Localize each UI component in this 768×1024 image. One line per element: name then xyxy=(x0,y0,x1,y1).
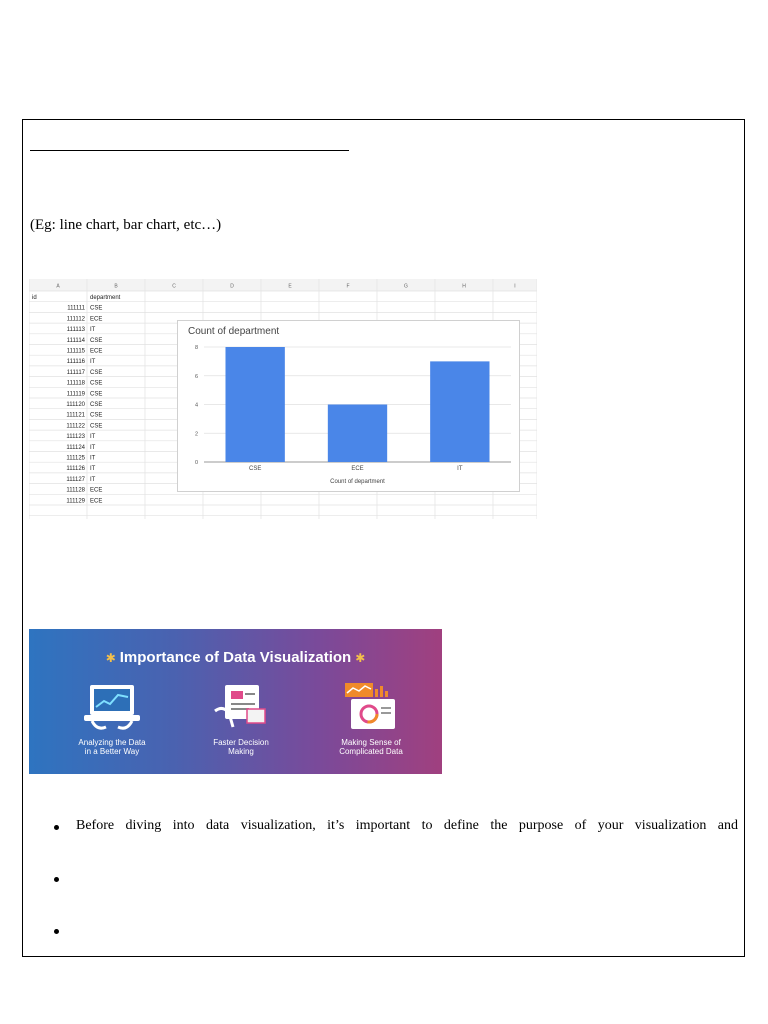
sparkle-icon: ✱ xyxy=(355,651,366,665)
list-item xyxy=(54,870,738,922)
bullet-list xyxy=(54,818,738,974)
bullet-dot xyxy=(54,877,59,882)
column-letter[interactable]: G xyxy=(404,283,408,290)
cell-id[interactable]: 111115 xyxy=(66,348,85,355)
cell-department[interactable]: CSE xyxy=(90,391,103,398)
bar-cse xyxy=(225,347,284,462)
banner-title xyxy=(29,649,442,666)
cell-department[interactable]: CSE xyxy=(90,369,103,376)
header-cell[interactable]: id xyxy=(32,295,37,301)
cell-department[interactable]: IT xyxy=(90,327,96,334)
cell-id[interactable]: 111111 xyxy=(67,305,85,312)
chart-title: Count of department xyxy=(188,326,280,337)
cell-id[interactable]: 111122 xyxy=(66,423,85,430)
laptop-chart-icon xyxy=(82,681,142,733)
cell-department[interactable]: IT xyxy=(90,444,96,451)
cell-department[interactable]: ECE xyxy=(90,498,103,505)
cell-id[interactable]: 111117 xyxy=(66,369,85,376)
y-tick-label: 4 xyxy=(194,402,198,409)
cell-id[interactable]: 111126 xyxy=(66,466,85,473)
banner-title-text: Importance of Data Visualization xyxy=(119,649,352,666)
feature-complicated xyxy=(316,681,426,756)
hand-document-icon xyxy=(211,681,271,733)
cell-id[interactable]: 111120 xyxy=(66,402,85,408)
column-letter[interactable]: A xyxy=(56,283,60,290)
cell-department[interactable]: CSE xyxy=(90,412,103,419)
cell-id[interactable]: 111121 xyxy=(66,412,85,419)
bar-it xyxy=(430,361,489,462)
cell-department[interactable]: ECE xyxy=(90,348,103,355)
cell-id[interactable]: 111124 xyxy=(66,444,85,451)
y-tick-label: 8 xyxy=(194,345,198,351)
spreadsheet-screenshot xyxy=(29,279,537,519)
column-letter[interactable]: I xyxy=(514,283,516,290)
x-tick-label: ECE xyxy=(351,466,364,472)
heading-underline xyxy=(30,150,349,151)
list-item xyxy=(54,818,738,870)
y-tick-label: 0 xyxy=(194,460,198,466)
dashboard-icon xyxy=(341,681,401,733)
cell-id[interactable]: 111129 xyxy=(66,498,85,505)
example-note: (Eg: line chart, bar chart, etc…) xyxy=(30,217,222,233)
cell-id[interactable]: 111127 xyxy=(66,476,85,483)
cell-id[interactable]: 111114 xyxy=(66,337,85,344)
bullet-dot xyxy=(54,929,59,934)
column-letter[interactable]: B xyxy=(114,283,118,290)
chart-plot xyxy=(178,321,521,493)
cell-department[interactable]: CSE xyxy=(90,402,103,408)
column-letter[interactable]: C xyxy=(172,283,176,290)
feature-decision xyxy=(186,681,296,756)
cell-department[interactable]: ECE xyxy=(90,487,103,494)
cell-department[interactable]: CSE xyxy=(90,305,103,312)
cell-department[interactable]: IT xyxy=(90,359,96,366)
cell-id[interactable]: 111113 xyxy=(66,327,85,334)
cell-id[interactable]: 111119 xyxy=(66,391,85,398)
cell-id[interactable]: 111116 xyxy=(66,359,85,366)
feature-label: Faster Decision Making xyxy=(213,738,269,756)
bar-chart xyxy=(177,320,520,492)
cell-department[interactable]: IT xyxy=(90,434,96,441)
column-letter[interactable]: E xyxy=(288,283,292,290)
column-letter[interactable]: D xyxy=(230,283,234,290)
y-tick-label: 6 xyxy=(194,373,198,380)
data-visualization-banner xyxy=(29,629,442,774)
cell-department[interactable]: IT xyxy=(90,455,96,462)
header-cell[interactable]: department xyxy=(90,295,121,301)
bullet-text: Before diving into data visualization, it’s important to define the purpose of your visualization and xyxy=(76,818,738,833)
cell-department[interactable]: CSE xyxy=(90,337,103,344)
column-letter[interactable]: H xyxy=(462,283,466,290)
cell-department[interactable]: CSE xyxy=(90,423,103,430)
cell-id[interactable]: 111125 xyxy=(66,455,85,462)
cell-department[interactable]: IT xyxy=(90,476,96,483)
list-item xyxy=(54,922,738,974)
feature-label: Analyzing the Data in a Better Way xyxy=(78,738,146,756)
cell-department[interactable]: IT xyxy=(90,466,96,473)
sparkle-icon: ✱ xyxy=(105,651,116,665)
x-tick-label: IT xyxy=(457,466,463,472)
x-tick-label: CSE xyxy=(248,466,262,472)
column-header-bar xyxy=(29,279,537,291)
cell-department[interactable]: CSE xyxy=(90,380,103,387)
x-axis-label: Count of department xyxy=(330,479,385,485)
cell-department[interactable]: ECE xyxy=(90,316,103,323)
bullet-dot xyxy=(54,825,59,830)
y-tick-label: 2 xyxy=(194,431,198,438)
feature-analyzing xyxy=(57,681,167,756)
cell-id[interactable]: 111128 xyxy=(66,487,85,494)
bar-ece xyxy=(328,405,387,463)
feature-label: Making Sense of Complicated Data xyxy=(339,738,403,756)
cell-id[interactable]: 111123 xyxy=(66,434,85,441)
column-letter[interactable]: F xyxy=(346,283,350,290)
cell-id[interactable]: 111118 xyxy=(66,380,85,387)
cell-id[interactable]: 111112 xyxy=(66,316,85,323)
